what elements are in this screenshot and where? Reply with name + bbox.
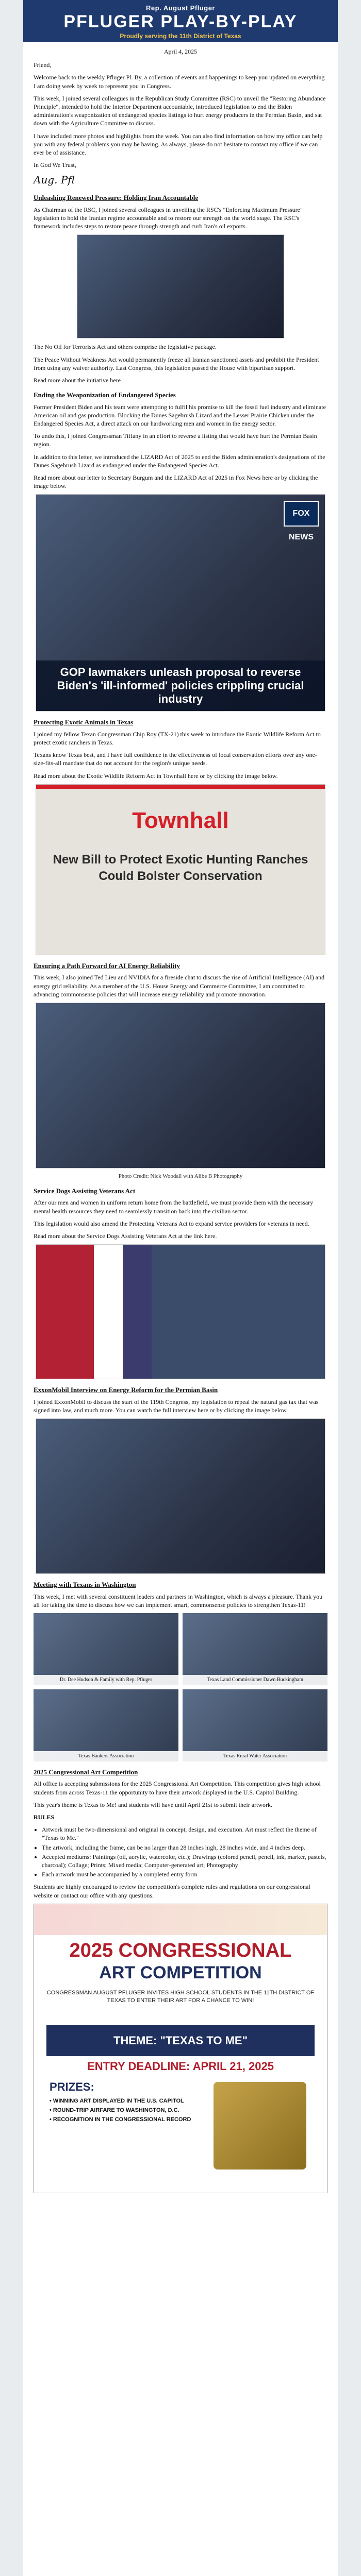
rule-item: • Each artwork must be accompanied by a completed entry form xyxy=(42,1870,327,1878)
section-art-title: 2025 Congressional Art Competition xyxy=(34,1768,138,1776)
rules-list xyxy=(42,1825,327,1878)
masthead xyxy=(23,0,338,42)
townhall-article-image[interactable] xyxy=(36,784,325,955)
townhall-headline: New Bill to Protect Exotic Hunting Ranches Could Bolster Conservation xyxy=(53,852,308,883)
meeting-photo: Texas Bankers Association xyxy=(34,1689,178,1761)
prizes-heading: PRIZES: xyxy=(50,2080,94,2093)
section-species-p4: Read more about our letter to Secretary Burgum and the LIZARD Act of 2025 in Fox News here or by clicking the image below. xyxy=(34,473,318,490)
rules-heading: RULES xyxy=(34,1814,55,1821)
section-vets-p1: After our men and women in uniform return home from the battlefield, we must provide them with the necessary mental health resources they need to seamlessly transition back into the civilian sector. xyxy=(34,1199,314,1215)
townhall-logo: Townhall xyxy=(132,807,229,833)
flyer-prizes xyxy=(50,2079,199,2125)
sign-off: In God We Trust, xyxy=(34,161,76,169)
trophy-image xyxy=(214,2082,306,2170)
section-species-p3: In addition to this letter, we introduced the LIZARD Act of 2025 to end the Biden administration's designations of the Dunes Sagebrush Lizard as endangered under the Endangered Species Act. xyxy=(34,453,325,469)
signature: Aug. Pfl xyxy=(34,174,75,187)
section-exxon-p1: I joined ExxonMobil to discuss the start of the 119th Congress, my legislation to repeal the natural gas tax that was signed into law, and much more. You can watch the full interview here or by clicking the image below. xyxy=(34,1398,319,1414)
rule-item: • Artwork must be two-dimensional and original in concept, design, and execution. Art must reflect the theme of "Texas to Me." xyxy=(42,1825,327,1842)
rule-item: • The artwork, including the frame, can be no larger than 28 inches high, 28 inches wide, and 4 inches deep. xyxy=(42,1843,327,1852)
fox-news-article-image[interactable] xyxy=(36,494,325,711)
intro-p1: Welcome back to the weekly Pfluger Pl. By, a collection of events and happenings to keep you updated on everything I am doing week by week to represent you in Congress. xyxy=(34,74,325,90)
section-iran-p2: The No Oil for Terrorists Act and others comprise the legislative package. xyxy=(34,343,217,351)
rule-item: • Accepted mediums: Paintings (oil, acrylic, watercolor, etc.); Drawings (colored pencil, pencil, ink, marker, pastels, charcoal); Collage; Prints; Mixed media; Computer-generated art; Photography xyxy=(42,1853,327,1869)
rep-name: Rep. August Pfluger xyxy=(146,4,215,12)
section-vets-title: Service Dogs Assisting Veterans Act xyxy=(34,1187,136,1195)
masthead-tagline: Proudly serving the 11th District of Texas xyxy=(120,32,241,40)
section-ai-title: Ensuring a Path Forward for AI Energy Reliability xyxy=(34,961,180,970)
section-art-p2: This year's theme is Texas to Me! and students will have until April 21st to submit their artwork. xyxy=(34,1801,273,1808)
section-exxon-title: ExxonMobil Interview on Energy Reform for the Permian Basin xyxy=(34,1386,218,1394)
flyer-deadline: ENTRY DEADLINE: APRIL 21, 2025 xyxy=(87,2059,274,2073)
iran-photo xyxy=(77,234,284,338)
vets-photo xyxy=(36,1244,325,1379)
flyer-top-band xyxy=(34,1904,327,1935)
section-iran-p3: The Peace Without Weakness Act would permanently freeze all Iranian sanctioned assets and prohibit the President from using any waiver authority. Last Congress, this legislation passed the House with bipartisan support. xyxy=(34,355,319,371)
section-vets-p3: Read more about the Service Dogs Assisting Veterans Act at the link here. xyxy=(34,1232,217,1240)
section-exotic-title: Protecting Exotic Animals in Texas xyxy=(34,718,134,726)
section-iran-title: Unleashing Renewed Pressure: Holding Iran Accountable xyxy=(34,194,199,202)
ai-photo-caption: Photo Credit: Nick Woodall with Alibe B Photography xyxy=(118,1173,243,1179)
intro-p2: This week, I joined several colleagues in the Republican Study Committee (RSC) to unveil the "Restoring Abundance Principle", intended to hold the Interior Department accountable, introduced legislation to end the Biden administration's weaponization of endangered species listings to hurt energy producers in the Permian Basin, and sat down with the Agriculture Committee to discuss. xyxy=(34,94,326,127)
prize-item: • WINNING ART DISPLAYED IN THE U.S. CAPITOL xyxy=(50,2098,184,2105)
fox-news-headline: GOP lawmakers unleash proposal to reverse Biden's 'ill-informed' policies crippling crucial industry xyxy=(36,660,325,711)
section-species-title: Ending the Weaponization of Endangered Species xyxy=(34,391,176,399)
section-meetings-title: Meeting with Texans in Washington xyxy=(34,1581,136,1588)
ai-photo xyxy=(36,1003,325,1168)
section-exotic-p2: Texans know Texas best, and I have full confidence in the effectiveness of local conservation efforts over any one-size-fits-all mandate that do not account for the region's unique needs. xyxy=(34,751,317,767)
section-exotic-p1: I joined my fellow Texan Congressman Chip Roy (TX-21) this week to introduce the Exotic Wildlife Reform Act to protect exotic ranchers in Texas. xyxy=(34,730,321,747)
section-species-p2: To undo this, I joined Congressman Tiffany in an effort to reverse a listing that would have hurt the Permian Basin region. xyxy=(34,432,317,448)
meeting-photo: Texas Land Commissioner Dawn Buckingham xyxy=(183,1613,327,1685)
fox-news-logo: FOX NEWS xyxy=(284,501,319,527)
section-exotic-p3: Read more about the Exotic Wildlife Reform Act in Townhall here or by clicking the image below. xyxy=(34,772,278,779)
townhall-stripe xyxy=(36,785,325,789)
newsletter-body xyxy=(23,42,338,2576)
section-iran-p4: Read more about the initiative here xyxy=(34,376,121,384)
meeting-photo: Dr. Dee Hudson & Family with Rep. Pfluger xyxy=(34,1613,178,1685)
section-iran-p1: As Chairman of the RSC, I joined several colleagues in unveiling the RSC's "Enforcing Maximum Pressure" legislation to hold the Iranian regime accountable and to restore our strength on the world stage. The RSC's framework includes steps to restore peace through strength and curb Iran's oil exports. xyxy=(34,206,303,230)
flyer-theme: THEME: "TEXAS TO ME" xyxy=(46,2025,315,2056)
issue-date: April 4, 2025 xyxy=(163,48,198,55)
section-species-p1: Former President Biden and his team were attempting to fulfil his promise to kill the fossil fuel industry and eliminate American oil and gas production. Blocking the Dunes Sagebrush Lizard and the Lesser Prairie Chicken under the Endangered Species Act, a direct attack on our hardworking men and women in the energy sector. xyxy=(34,403,326,428)
greeting: Friend, xyxy=(34,61,52,69)
flyer-year: 2025 CONGRESSIONAL xyxy=(69,1939,292,1961)
prize-item: • RECOGNITION IN THE CONGRESSIONAL RECORD xyxy=(50,2116,191,2123)
meetings-photo-grid xyxy=(34,1613,327,1761)
masthead-title: PFLUGER PLAY-BY-PLAY xyxy=(63,12,298,31)
art-competition-flyer xyxy=(34,1904,327,2193)
meeting-photo: Texas Rural Water Association xyxy=(183,1689,327,1761)
section-vets-p2: This legislation would also amend the Protecting Veterans Act to expand service providers for veterans in need. xyxy=(34,1219,309,1227)
prize-item: • ROUND-TRIP AIRFARE TO WASHINGTON, D.C. xyxy=(50,2107,179,2114)
exxon-interview-image[interactable] xyxy=(36,1418,325,1574)
section-art-p3: Students are highly encouraged to review the competition's complete rules and regulations on our congressional website or contact our office with any questions. xyxy=(34,1883,310,1899)
section-meetings-p1: This week, I met with several constituent leaders and partners in Washington, which is always a pleasure. Thank you all for taking the time to discuss how we can implement smart, commonsense policies to strengthen Texas-11! xyxy=(34,1592,323,1608)
flyer-body: CONGRESSMAN AUGUST PFLUGER INVITES HIGH SCHOOL STUDENTS IN THE 11TH DISTRICT OF TEXAS TO ENTER THEIR ART FOR A CHANCE TO WIN! xyxy=(46,1989,315,2004)
section-art-p1: All office is accepting submissions for the 2025 Congressional Art Competition. This competition gives high school students from across Texas-11 the opportunity to have their artwork displayed in the U.S. Capitol Building. xyxy=(34,1780,321,1796)
flyer-title: ART COMPETITION xyxy=(99,1962,262,1982)
section-ai-p1: This week, I also joined Ted Lieu and NVIDIA for a fireside chat to discuss the rise of Artificial Intelligence (AI) and energy grid reliability. As a member of the U.S. House Energy and Commerce Committee, I am committed to advancing commonsense policies that will increase energy reliability and promote innovation. xyxy=(34,974,325,998)
intro-p3: I have included more photos and highlights from the week. You can also find information on how my office can help you with any federal problems you may be having. As always, please do not hesitate to contact my office if we can ever be of assistance. xyxy=(34,132,323,156)
